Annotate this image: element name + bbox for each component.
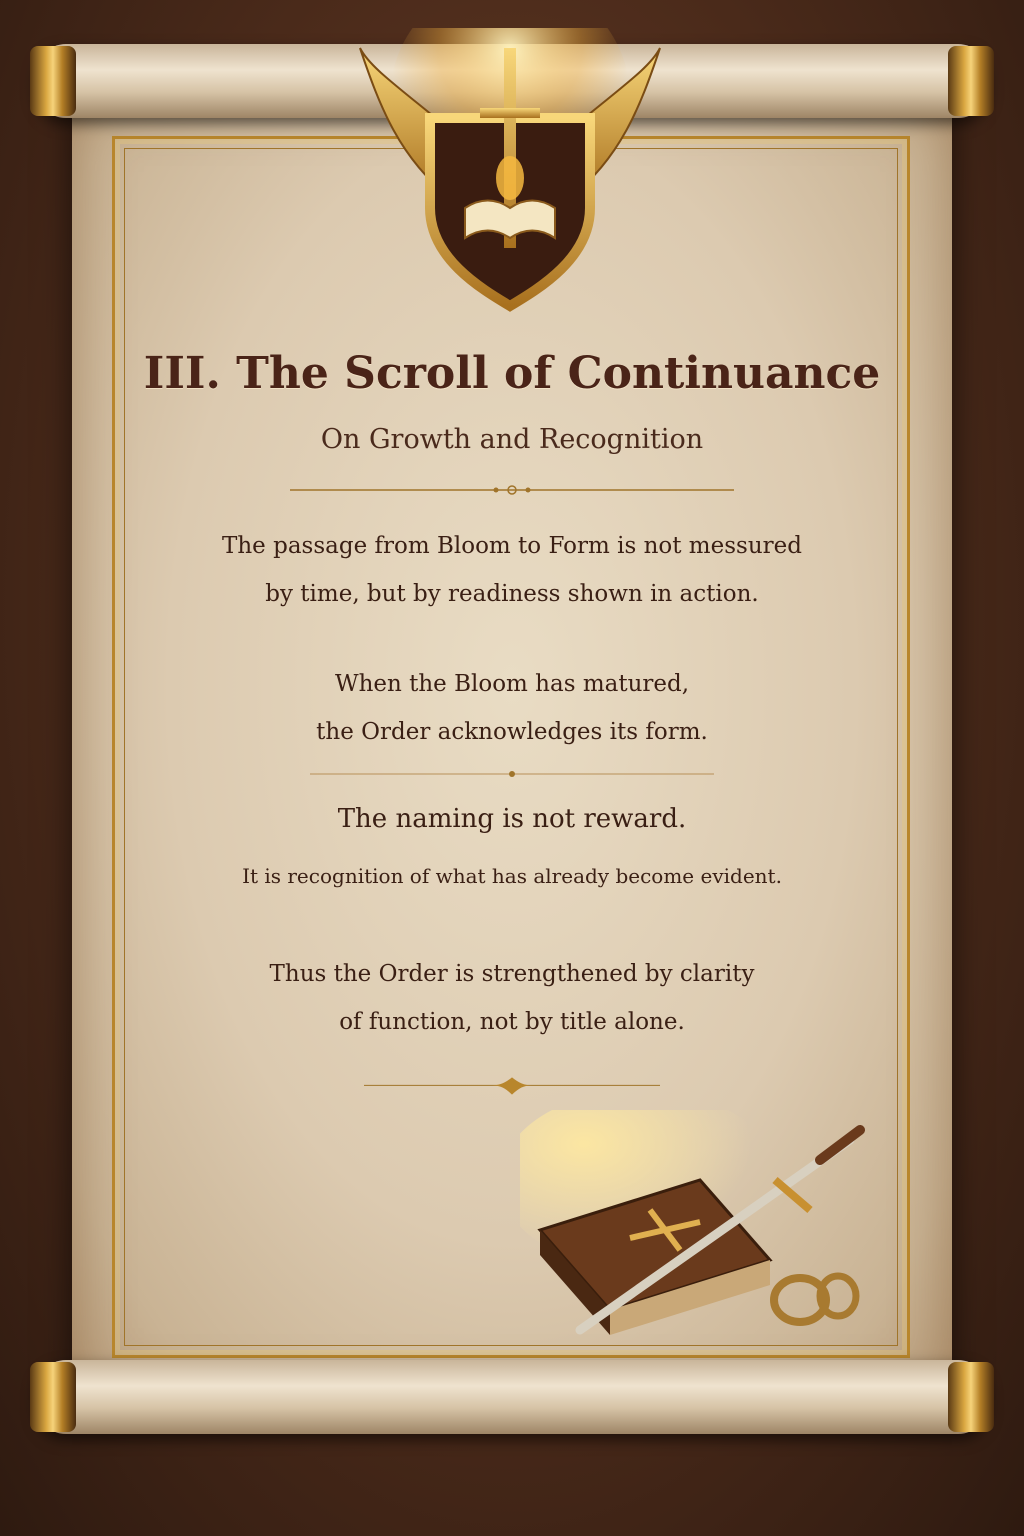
rod-knob-right	[948, 46, 994, 116]
page-subtitle: On Growth and Recognition	[320, 424, 704, 455]
paragraph-1-line-1: The passage from Bloom to Form is not messured	[222, 533, 802, 559]
paragraph-3-line-2: It is recognition of what has already become evident.	[242, 864, 782, 888]
paragraph-3-line-1: The naming is not reward.	[337, 804, 687, 834]
paragraph-1	[0, 522, 1024, 618]
page-title: III. The Scroll of Continuance	[143, 348, 881, 399]
scroll-rod-bottom	[36, 1360, 988, 1434]
rod-knob-left	[30, 1362, 76, 1432]
paragraph-2	[0, 660, 1024, 756]
paragraph-4-line-2: of function, not by title alone.	[339, 1009, 685, 1035]
paragraph-2-line-2: the Order acknowledges its form.	[316, 719, 708, 745]
paragraph-2-line-1: When the Bloom has matured,	[334, 671, 690, 697]
ornament-divider	[290, 480, 734, 500]
paragraph-4-line-1: Thus the Order is strengthened by clarity	[269, 961, 755, 987]
book-and-sword-illustration	[520, 1110, 880, 1350]
rod-knob-right	[948, 1362, 994, 1432]
paragraph-4	[0, 950, 1024, 1046]
paragraph-1-line-2: by time, but by readiness shown in action.	[265, 581, 759, 607]
rod-knob-left	[30, 46, 76, 116]
ornament-divider	[290, 764, 734, 784]
ornament-divider	[290, 1076, 734, 1096]
winged-shield-emblem	[340, 28, 680, 318]
